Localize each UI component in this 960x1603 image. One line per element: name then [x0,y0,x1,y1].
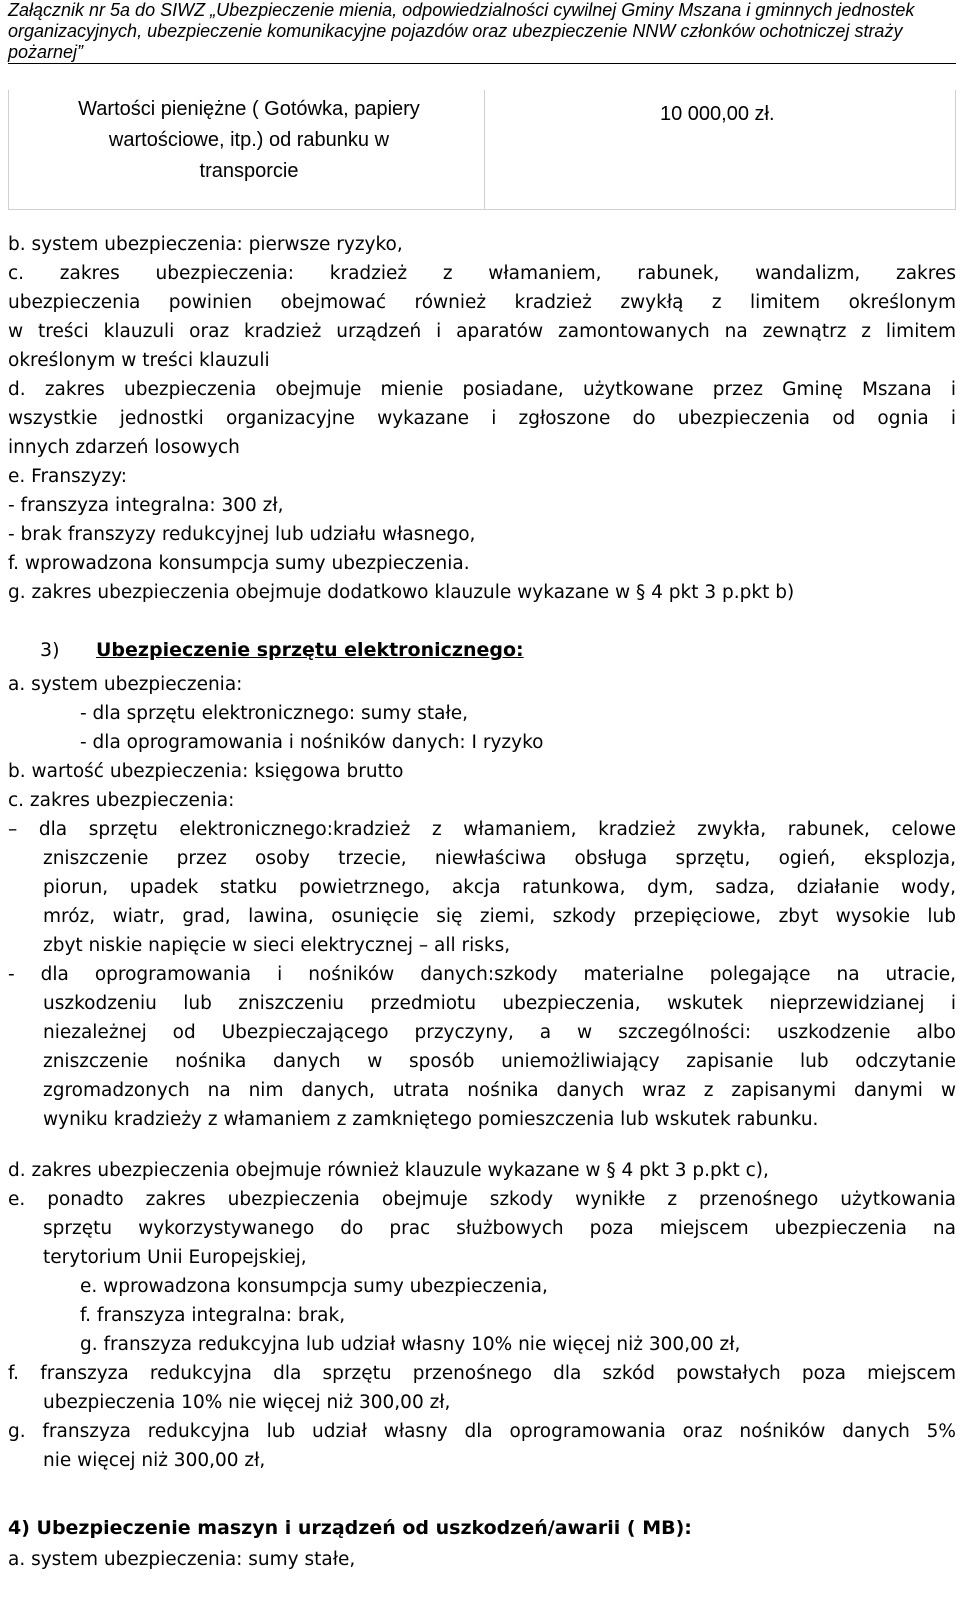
sec2-c-line: ubezpieczenia powinien obejmować również kradzież zwykłą z limitem określonym [8,292,956,313]
sec3-e-line: e. ponadto zakres ubezpieczenia obejmuje szkody wynikłe z przenośnego użytkowania [8,1189,956,1210]
sec3-c1-line: zniszczenie przez osoby trzecie, niewłaściwa obsługa sprzętu, ogień, eksplozja, [43,848,956,869]
sec3-a-item: - dla sprzętu elektronicznego: sumy stałe, [80,703,468,724]
sec3-c1-line: piorun, upadek statku powietrznego, akcja ratunkowa, dym, sadza, działanie wody, [43,877,956,898]
sec3-c1-line: – dla sprzętu elektronicznego:kradzież z włamaniem, kradzież zwykła, rabunek, celowe [8,819,956,840]
sec3-e-sub: f. franszyza integralna: brak, [80,1305,346,1326]
section3-heading [40,636,524,665]
table-cell-value [484,90,956,210]
sec3-c1-line: zbyt niskie napięcie w sieci elektrycznej – all risks, [43,935,511,956]
section3-number: 3) [40,639,60,661]
sec2-e-item: - brak franszyzy redukcyjnej lub udziału własnego, [8,524,476,545]
section4-heading: 4) Ubezpieczenie maszyn i urządzeń od uszkodzeń/awarii ( MB): [8,1517,692,1539]
table-cell-label [8,90,484,210]
header-divider [8,63,956,64]
sec2-f: f. wprowadzona konsumpcja sumy ubezpieczenia. [8,553,470,574]
table-label: Wartości pieniężne ( Gotówka, papiery wartościowe, itp.) od rabunku w transporcie [78,98,420,182]
sec3-a-item: - dla oprogramowania i nośników danych: I ryzyko [80,732,544,753]
sec3-f-line: ubezpieczenia 10% nie więcej niż 300,00 zł, [43,1392,451,1413]
sec3-e-sub: e. wprowadzona konsumpcja sumy ubezpieczenia, [80,1276,548,1297]
document-header [8,0,956,63]
sec3-e-line: terytorium Unii Europejskiej, [43,1247,307,1268]
sec2-d-line: wszystkie jednostki organizacyjne wykazane i zgłoszone do ubezpieczenia od ognia i [8,408,956,429]
sec3-c2-line: - dla oprogramowania i nośników danych:szkody materialne polegające na utracie, [8,964,956,985]
header-text: Załącznik nr 5a do SIWZ „Ubezpieczenie mienia, odpowiedzialności cywilnej Gminy Mszana i gminnych jednostek organizacyjnych, ubezpieczenie komunikacyjne pojazdów oraz ubezpieczenie NNW członków ochotniczej straży pożarnej” [8,0,915,62]
sec3-e-sub: g. franszyza redukcyjna lub udział własny 10% nie więcej niż 300,00 zł, [80,1334,741,1355]
section2-block [8,230,956,607]
sec2-d-line: d. zakres ubezpieczenia obejmuje mienie posiadane, użytkowane przez Gminę Mszana i [8,379,956,400]
sec2-c-line: w treści klauzuli oraz kradzież urządzeń i aparatów zamontowanych na zewnątrz z limitem [8,321,956,342]
sec3-d: d. zakres ubezpieczenia obejmuje również klauzule wykazane w § 4 pkt 3 p.pkt c), [8,1160,769,1181]
table-value: 10 000,00 zł. [660,103,775,125]
sec2-e-item: - franszyza integralna: 300 zł, [8,495,284,516]
sec3-f-line: f. franszyza redukcyjna dla sprzętu przenośnego dla szkód powstałych poza miejscem [8,1363,956,1384]
sec3-c2-line: wyniku kradzieży z włamaniem z zamkniętego pomieszczenia lub wskutek rabunku. [43,1109,819,1130]
value-table [8,90,956,210]
sec2-b: b. system ubezpieczenia: pierwsze ryzyko, [8,234,403,255]
sec3-g-line: nie więcej niż 300,00 zł, [43,1450,266,1471]
sec2-e: e. Franszyzy: [8,466,127,487]
sec3-c: c. zakres ubezpieczenia: [8,790,235,811]
sec2-g: g. zakres ubezpieczenia obejmuje dodatkowo klauzule wykazane w § 4 pkt 3 p.pkt b) [8,582,795,603]
sec3-b: b. wartość ubezpieczenia: księgowa brutto [8,761,404,782]
sec3-a: a. system ubezpieczenia: [8,674,243,695]
sec4-a: a. system ubezpieczenia: sumy stałe, [8,1549,356,1570]
sec3-g-line: g. franszyza redukcyjna lub udział własny dla oprogramowania oraz nośników danych 5% [8,1421,956,1442]
sec3-c1-line: mróz, wiatr, grad, lawina, osunięcie się ziemi, szkody przepięciowe, zbyt wysokie lub [43,906,956,927]
sec3-c2-line: zniszczenie nośnika danych w sposób uniemożliwiający zapisanie lub odczytanie [43,1051,956,1072]
section3-block [8,670,956,1134]
sec3-e-line: sprzętu wykorzystywanego do prac służbowych poza miejscem ubezpieczenia na [43,1218,956,1239]
sec3-c2-line: niezależnej od Ubezpieczającego przyczyny, a w szczególności: uszkodzenie albo [43,1022,956,1043]
section3-title: Ubezpieczenie sprzętu elektronicznego: [96,639,524,661]
sec2-c-line: c. zakres ubezpieczenia: kradzież z włamaniem, rabunek, wandalizm, zakres [8,263,956,284]
sec2-d-line: innych zdarzeń losowych [8,437,240,458]
sec3-c2-line: zgromadzonych na nim danych, utrata nośnika danych wraz z zapisanymi danymi w [43,1080,956,1101]
sec3-c2-line: uszkodzeniu lub zniszczeniu przedmiotu ubezpieczenia, wskutek nieprzewidzianej i [43,993,956,1014]
section3-block-2 [8,1156,956,1475]
sec2-c-line: określonym w treści klauzuli [8,350,270,371]
section4-block [8,1545,956,1574]
